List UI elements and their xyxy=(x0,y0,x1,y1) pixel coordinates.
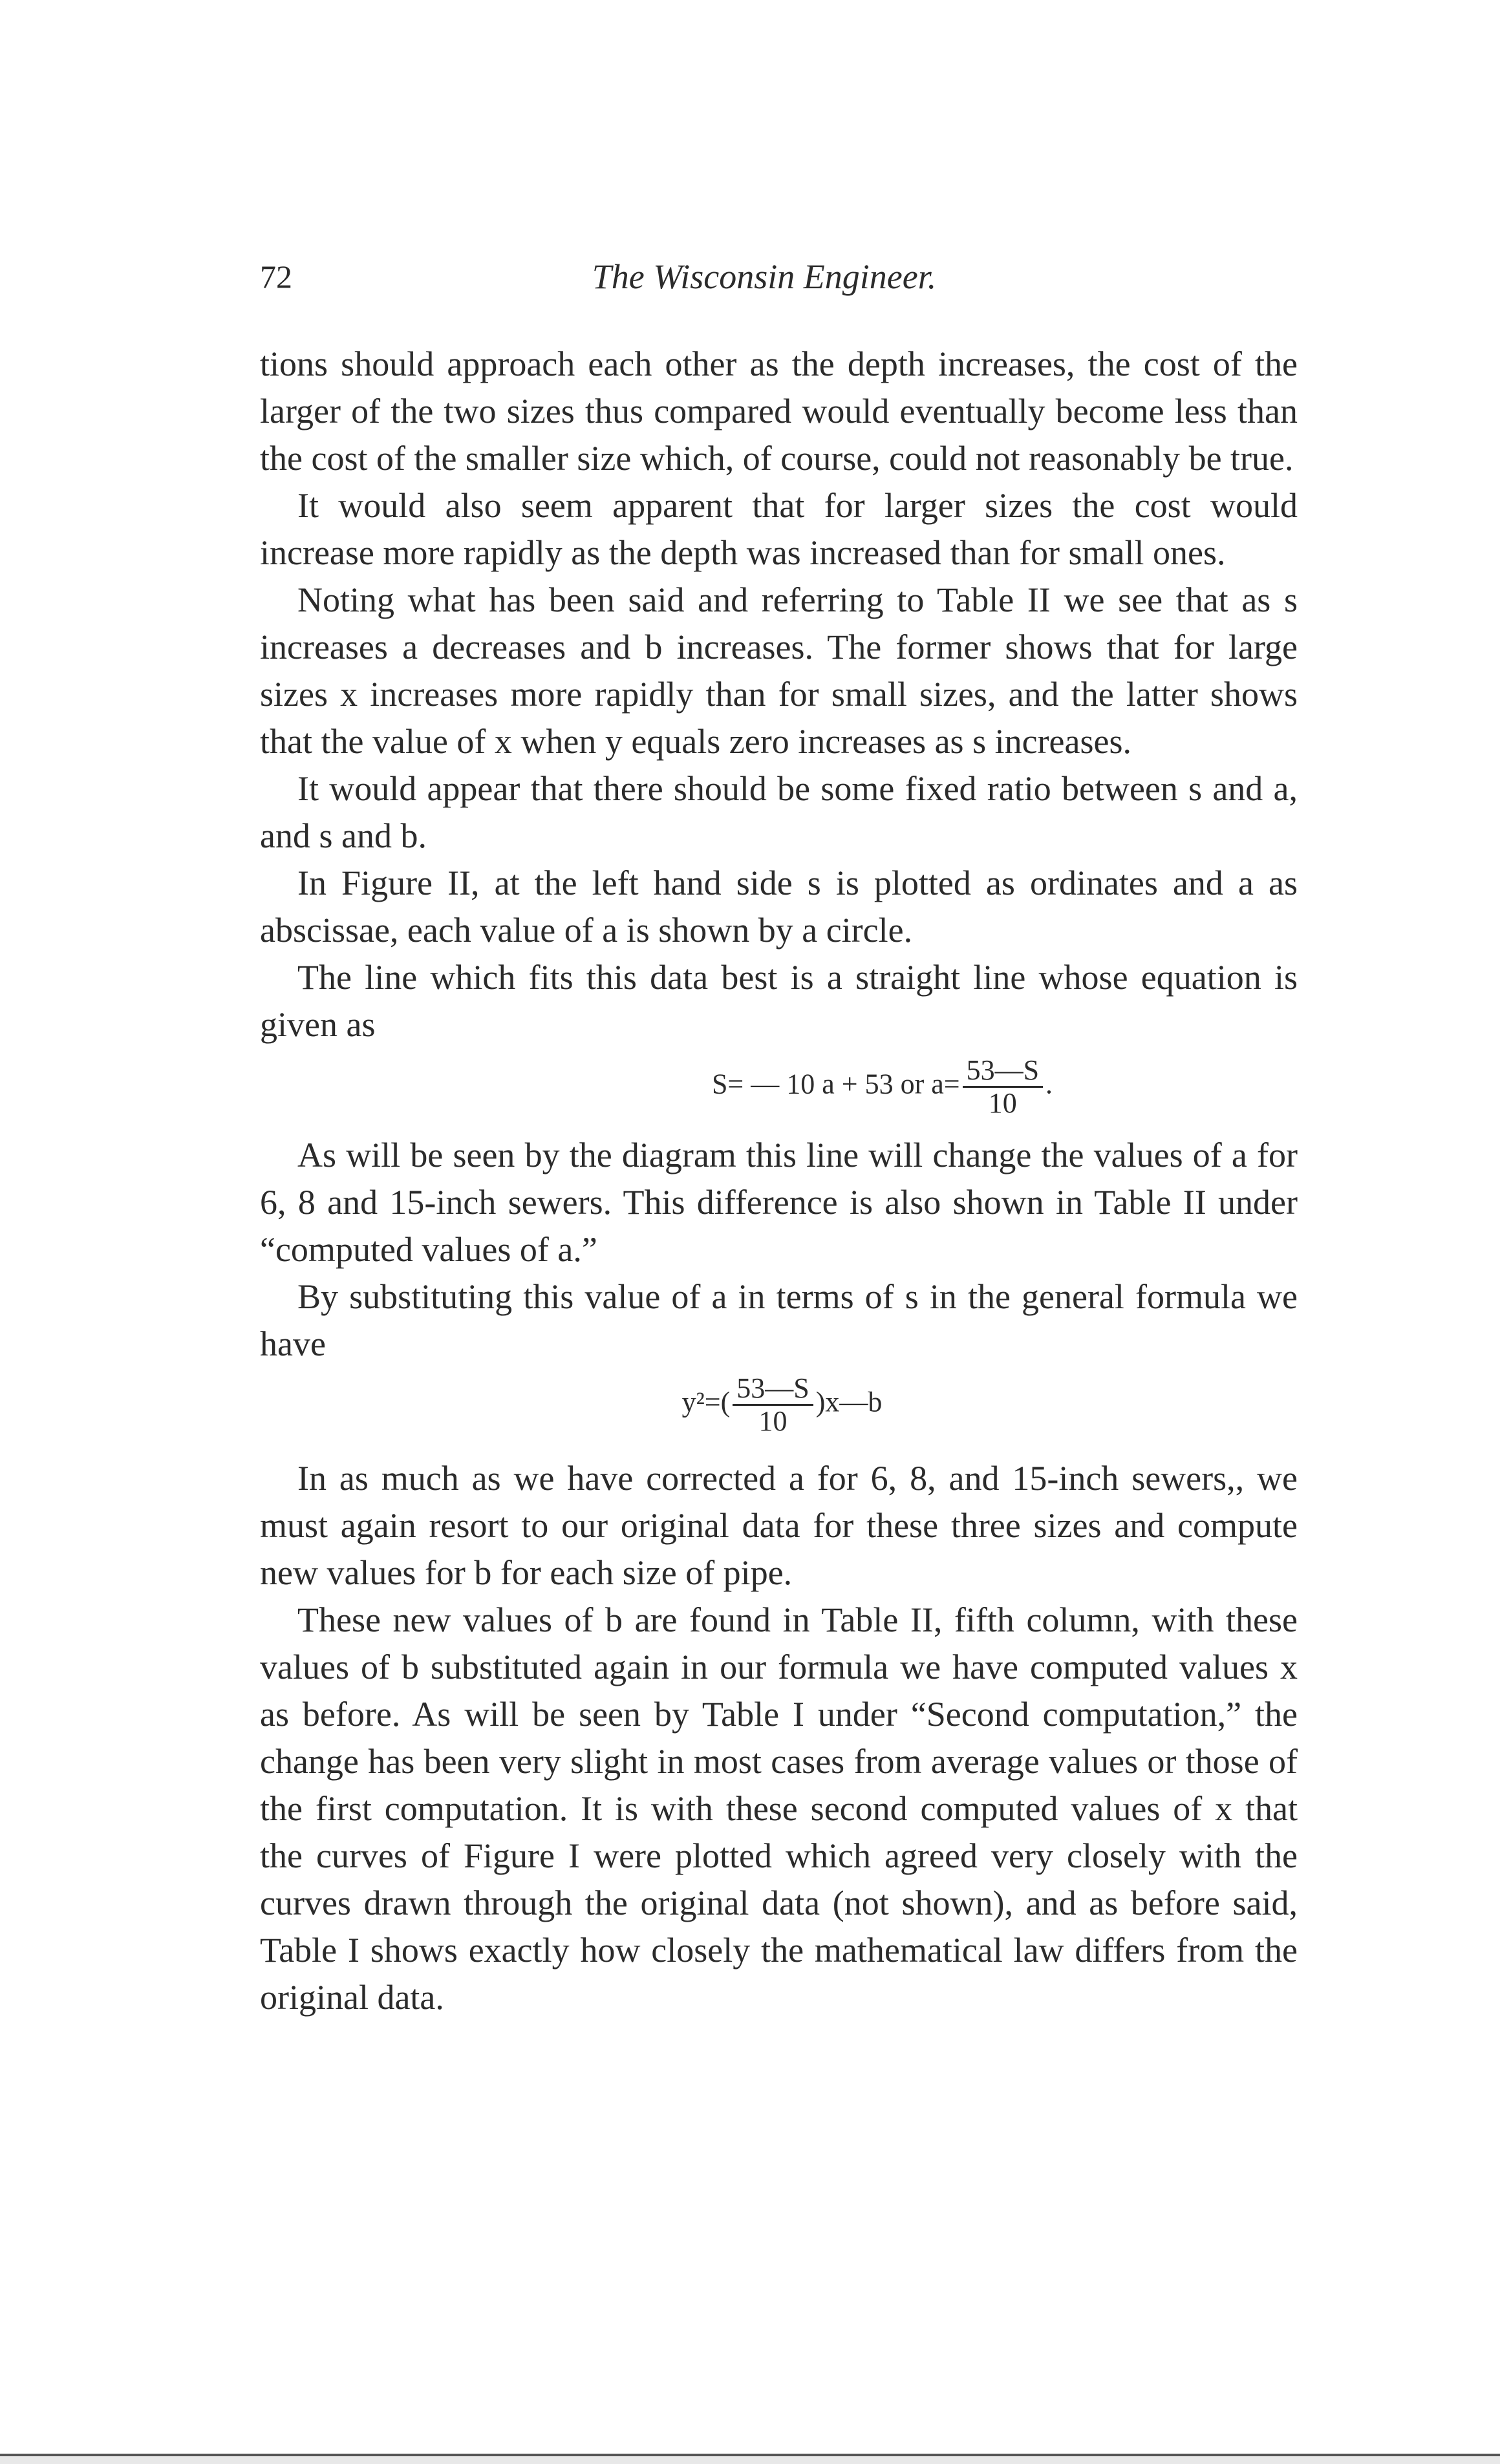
running-title: The Wisconsin Engineer. xyxy=(592,257,937,296)
article-body xyxy=(260,341,1298,2021)
paragraph-substituting: By substituting this value of a in terms of s in the general formula we have xyxy=(260,1277,1298,1363)
page-number: 72 xyxy=(260,259,292,295)
scan-bottom-line xyxy=(0,2454,1500,2456)
paragraph-diagram-change: As will be seen by the diagram this line will change the values of a for 6, 8 and 15-inch sewers. This difference is also shown in Table II under “computed values of a.” xyxy=(260,1136,1298,1269)
fraction-denominator: 10 xyxy=(988,1087,1017,1119)
paragraph-straight-line: The line which fits this data best is a straight line whose equation is given as xyxy=(260,958,1298,1044)
fraction-numerator: 53—S xyxy=(733,1373,813,1406)
equation-lhs: y²=( xyxy=(681,1386,731,1418)
paragraph-cost-increase: It would also seem apparent that for larger sizes the cost would increase more rapidly as the depth was increased than for small ones. xyxy=(260,486,1298,572)
equation-tail: . xyxy=(1045,1068,1053,1100)
equation-general-formula xyxy=(260,1373,1298,1437)
paragraph-continuation: tions should approach each other as the depth increases, the cost of the larger of the two sizes thus compared would eventually become less than the cost of the smaller size which, of course, could not reasonably be true. xyxy=(260,345,1298,478)
paragraph-fixed-ratio: It would appear that there should be some fixed ratio between s and a, and s and b. xyxy=(260,769,1298,855)
fraction-denominator: 10 xyxy=(758,1405,788,1437)
paragraph-figure-two: In Figure II, at the left hand side s is plotted as ordinates and a as abscissae, each value of a is shown by a circle. xyxy=(260,864,1298,950)
paragraph-new-values: These new values of b are found in Table II, fifth column, with these values of b substituted again in our formula we have computed values x as before. As will be seen by Table I under “Second computation,” the change has been very slight in most cases from average values or those of the first computation. It is with these second computed values of x that the curves of Figure I were plotted which agreed very closely with the curves drawn through the original data (not shown), and as before said, Table I shows exactly how closely the mathematical law differs from the original data. xyxy=(260,1600,1298,2017)
fraction-numerator: 53—S xyxy=(963,1055,1043,1088)
page-header xyxy=(260,251,1298,303)
scan-bottom-edge xyxy=(0,2456,1500,2464)
paragraph-table-two: Noting what has been said and referring to Table II we see that as s increases a decreases and b increases. The former shows that for large sizes x increases more rapidly than for small sizes, and the latter shows that the value of x when y equals zero increases as s increases. xyxy=(260,580,1298,761)
equation-tail: )x—b xyxy=(815,1386,883,1418)
equation-fraction xyxy=(963,1055,1043,1119)
equation-fraction xyxy=(733,1373,813,1437)
equation-line-fit xyxy=(260,1055,1298,1119)
equation-lhs: S= — 10 a + 53 or a= xyxy=(711,1068,960,1100)
paragraph-corrected-a: In as much as we have corrected a for 6, 8, and 15-inch sewers,, we must again resort to our original data for these three sizes and compute new values for b for each size of pipe. xyxy=(260,1459,1298,1592)
